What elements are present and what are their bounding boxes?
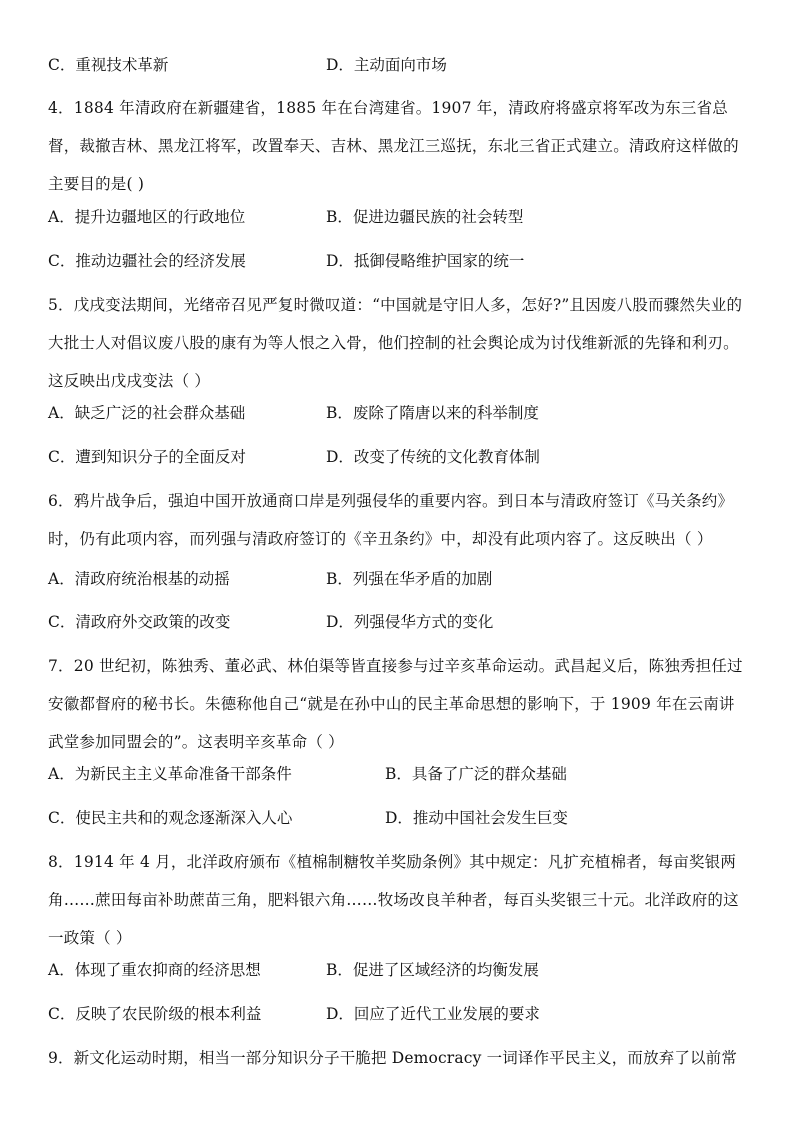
q6-options-cd (48, 610, 748, 632)
q8-options-ab (48, 958, 748, 980)
q5-options-cd (48, 445, 748, 467)
q5-option-a[interactable]: A．缺乏广泛的社会群众基础 (48, 404, 246, 422)
q4-stem: 4．1884 年清政府在新疆建省，1885 年在台湾建省。1907 年，清政府将盛京将军改为东三省总督，裁撤吉林、黑龙江将军，改置奉天、吉林、黑龙江三巡抚，东北三省正式建立。清政府这样做的主要目的是( ) (48, 99, 739, 193)
q7-options-cd (48, 806, 748, 828)
q5-stem: 5．戊戌变法期间，光绪帝召见严复时微叹道：“中国就是守旧人多，怎好?”且因废八股而骤然失业的大批士人对倡议废八股的康有为等人恨之入骨，他们控制的社会舆论成为讨伐维新派的先锋和利刃。这反映出戊戌变法（ ） (48, 296, 743, 390)
q7-option-d[interactable]: D．推动中国社会发生巨变 (385, 809, 568, 827)
q4-options-ab (48, 205, 748, 227)
q8-option-b[interactable]: B．促进了区域经济的均衡发展 (326, 961, 539, 979)
q7-option-a[interactable]: A．为新民主主义革命准备干部条件 (48, 765, 292, 783)
q8-option-c[interactable]: C．反映了农民阶级的根本利益 (48, 1005, 262, 1023)
q7-stem: 7．20 世纪初，陈独秀、董必武、林伯渠等皆直接参与过辛亥革命运动。武昌起义后，陈独秀担任过安徽都督府的秘书长。朱德称他自己“就是在孙中山的民主革命思想的影响下，于 1909 年在云南讲武堂参加同盟会的”。这表明辛亥革命（ ） (48, 657, 743, 751)
q5-option-d[interactable]: D．改变了传统的文化教育体制 (326, 448, 540, 466)
q7-option-b[interactable]: B．具备了广泛的群众基础 (385, 765, 567, 783)
q6-option-d[interactable]: D．列强侵华方式的变化 (326, 613, 494, 631)
q6-option-a[interactable]: A．清政府统治根基的动摇 (48, 570, 230, 588)
q3-option-d[interactable]: D．主动面向市场 (326, 56, 447, 74)
q4-option-c[interactable]: C．推动边疆社会的经济发展 (48, 252, 246, 270)
q8-option-a[interactable]: A．体现了重农抑商的经济思想 (48, 961, 261, 979)
q6-option-c[interactable]: C．清政府外交政策的改变 (48, 613, 231, 631)
q6-stem: 6．鸦片战争后，强迫中国开放通商口岸是列强侵华的重要内容。到日本与清政府签订《马关条约》时，仍有此项内容，而列强与清政府签订的《辛丑条约》中，却没有此项内容了。这反映出（ ） (48, 492, 734, 548)
q4-options-cd (48, 249, 748, 271)
q5-options-ab (48, 401, 748, 423)
q4-option-d[interactable]: D．抵御侵略维护国家的统一 (326, 252, 525, 270)
q6-option-b[interactable]: B．列强在华矛盾的加剧 (326, 570, 493, 588)
q3-option-c[interactable]: C．重视技术革新 (48, 56, 169, 74)
q5-option-b[interactable]: B．废除了隋唐以来的科举制度 (326, 404, 539, 422)
q4-option-a[interactable]: A．提升边疆地区的行政地位 (48, 208, 246, 226)
q3-options-cd (48, 53, 748, 75)
q6-options-ab (48, 567, 748, 589)
q7-options-ab (48, 762, 748, 784)
q7-option-c[interactable]: C．使民主共和的观念逐渐深入人心 (48, 809, 293, 827)
q9-stem: 9．新文化运动时期，相当一部分知识分子干脆把 Democracy 一词译作平民主义，而放弃了以前常 (48, 1049, 737, 1067)
q8-option-d[interactable]: D．回应了近代工业发展的要求 (326, 1005, 540, 1023)
q4-option-b[interactable]: B．促进边疆民族的社会转型 (326, 208, 524, 226)
q5-option-c[interactable]: C．遭到知识分子的全面反对 (48, 448, 246, 466)
q8-stem: 8．1914 年 4 月，北洋政府颁布《植棉制糖牧羊奖励条例》其中规定：凡扩充植棉者，每亩奖银两角……蔗田每亩补助蔗苗三角，肥料银六角……牧场改良羊种者，每百头奖银三十元。北洋政府的这一政策（ ） (48, 853, 739, 947)
q8-options-cd (48, 1002, 748, 1024)
